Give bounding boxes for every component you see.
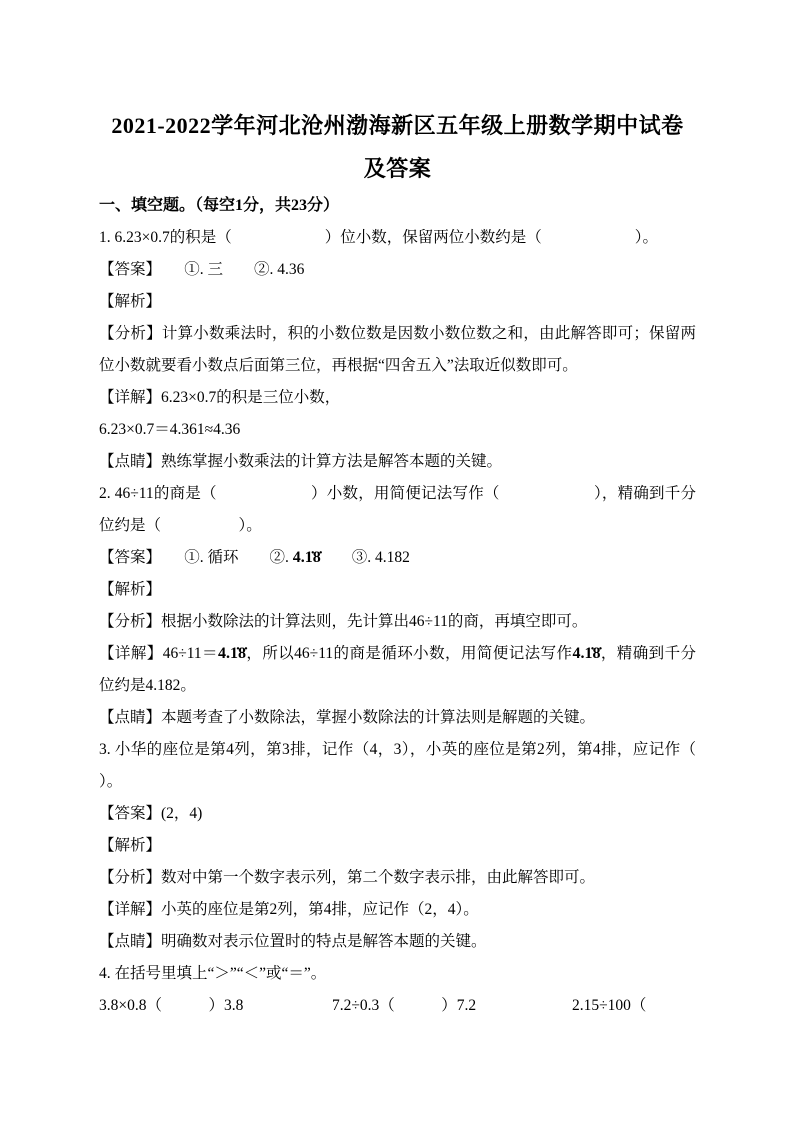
q2-answer-repeating-decimal: 4.1̇8̇ — [292, 549, 321, 566]
q2-detail-s1: 【详解】46÷11＝ — [99, 645, 218, 662]
document-title-line1: 2021-2022学年河北沧州渤海新区五年级上册数学期中试卷 — [111, 113, 684, 138]
q1-key-point: 【点睛】熟练掌握小数乘法的计算方法是解答本题的关键。 — [99, 453, 503, 470]
q3-key-point: 【点睛】明确数对表示位置时的特点是解答本题的关键。 — [99, 933, 487, 950]
q3-detail-text: 【详解】小英的座位是第2列，第4排，应记作（2，4）。 — [99, 901, 479, 918]
q1-analysis-label: 【解析】 — [99, 293, 162, 310]
q3-analysis-label: 【解析】 — [99, 837, 162, 854]
q2-question: 2. 46÷11的商是（ ）小数，用简便记法写作（ ），精确到千分位约是（ ）。 — [99, 485, 696, 534]
q1-analysis-text: 【分析】计算小数乘法时，积的小数位数是因数小数位数之和，由此解答即可；保留两位小数就要看小数点后面第三位，再根据“四舍五入”法取近似数即可。 — [99, 325, 696, 374]
q4-comparison-item-2: 7.2÷0.3（ ）7.2 — [332, 997, 477, 1014]
q4-question: 4. 在括号里填上“＞”“＜”或“＝”。 — [99, 965, 327, 982]
q1-question: 1. 6.23×0.7的积是（ ）位小数，保留两位小数约是（ ）。 — [99, 229, 658, 246]
q2-analysis-label: 【解析】 — [99, 581, 162, 598]
q3-answer: 【答案】(2，4) — [99, 805, 203, 822]
q1-answer: 【答案】 ①. 三 ②. 4.36 — [99, 261, 305, 278]
q2-detail-s3: ，精确到千分位约是4.182。 — [99, 645, 696, 694]
q2-analysis-text: 【分析】根据小数除法的计算法则，先计算出46÷11的商，再填空即可。 — [99, 613, 588, 630]
q3-question: 3. 小华的座位是第4列，第3排，记作（4，3），小英的座位是第2列，第4排，应记作（ ）。 — [99, 741, 774, 790]
q4-comparison-item-3: 2.15÷100（ — [572, 997, 647, 1014]
q4-comparison-row — [99, 990, 696, 1022]
document-title-line2: 及答案 — [363, 156, 432, 181]
q1-formula: 6.23×0.7＝4.361≈4.36 — [99, 421, 241, 438]
q2-answer-suffix: ③. 4.182 — [320, 549, 410, 566]
q2-detail-repeating-decimal-1: 4.1̇8̇ — [217, 645, 246, 662]
q2-answer — [99, 542, 696, 574]
q2-answer-prefix: 【答案】 ①. 循环 ②. — [99, 549, 293, 566]
section1-heading: 一、填空题。（每空1分，共23分） — [99, 197, 340, 214]
q2-key-point: 【点睛】本题考查了小数除法，掌握小数除法的计算法则是解题的关键。 — [99, 709, 596, 726]
q4-comparison-item-1: 3.8×0.8（ ）3.8 — [99, 997, 244, 1014]
q2-detail-s2: ，所以46÷11的商是循环小数，用简便记法写作 — [245, 645, 573, 662]
q2-detail-text — [99, 638, 696, 702]
q3-analysis-text: 【分析】数对中第一个数字表示列，第二个数字表示排，由此解答即可。 — [99, 869, 596, 886]
q2-detail-repeating-decimal-2: 4.1̇8̇ — [572, 645, 601, 662]
q1-detail-text: 【详解】6.23×0.7的积是三位小数， — [99, 389, 341, 406]
